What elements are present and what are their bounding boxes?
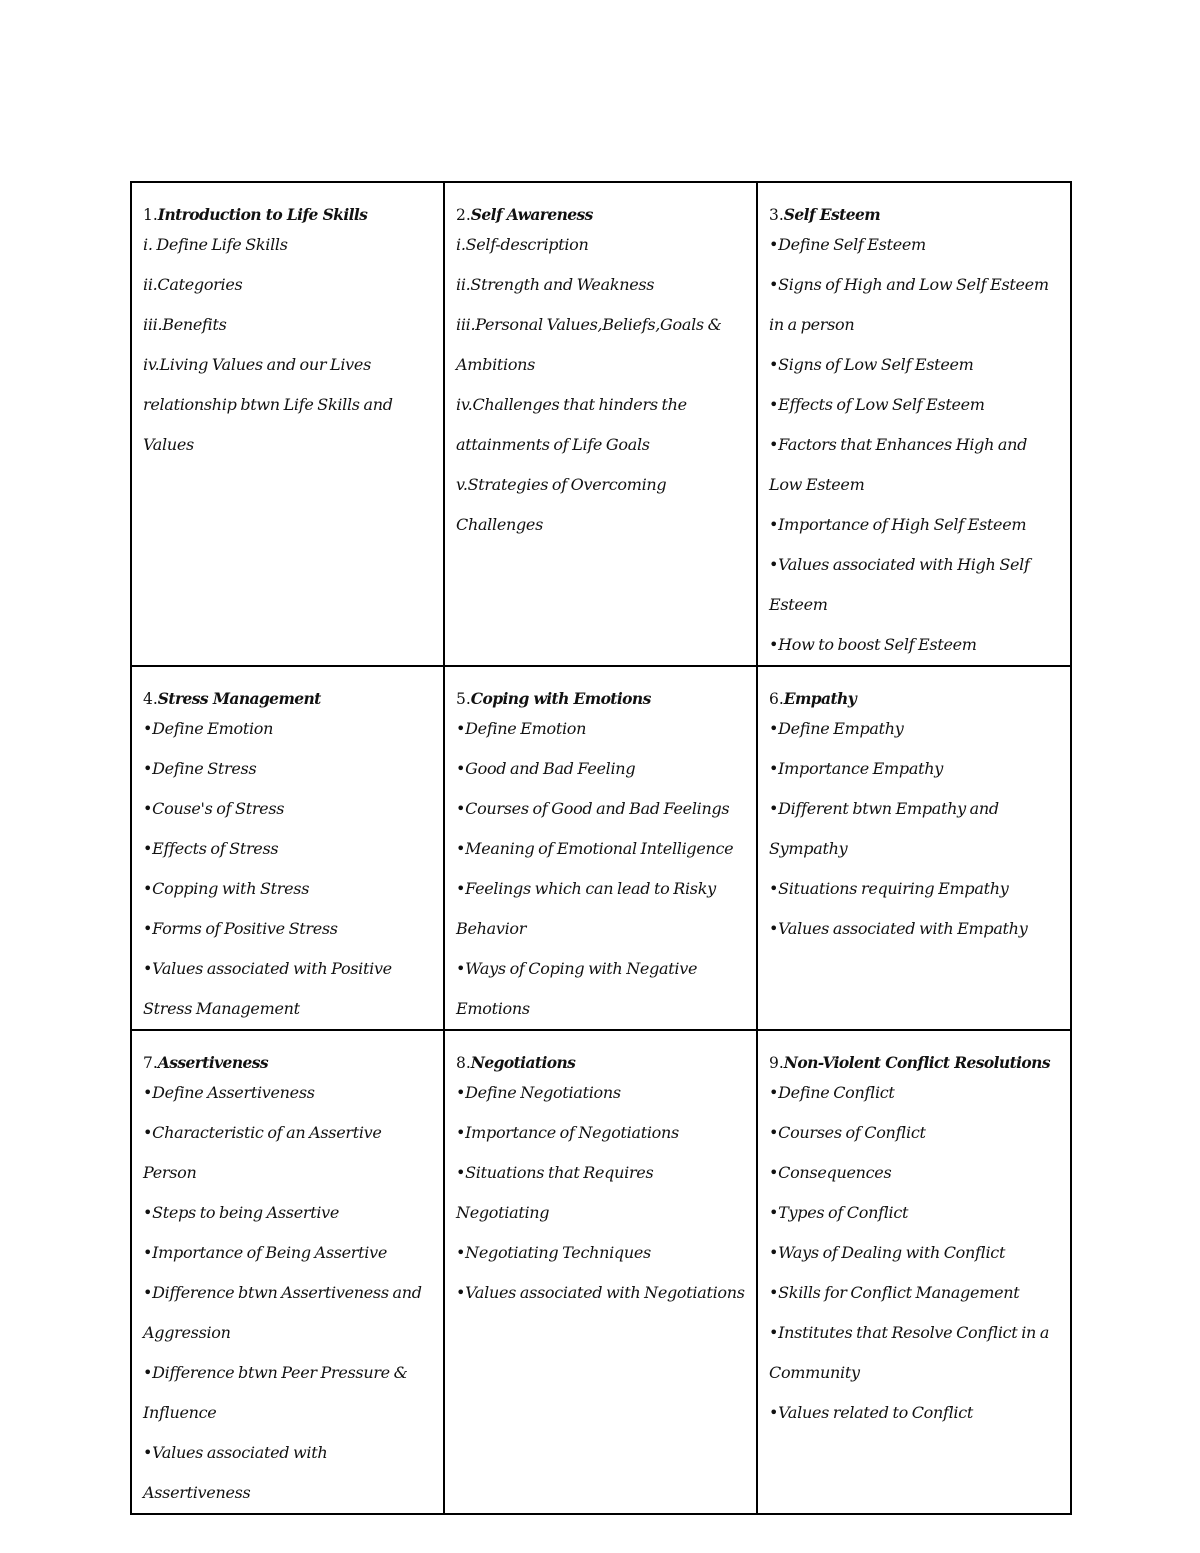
list-item: •Define Conflict (769, 1083, 895, 1102)
list-item: •Negotiating Techniques (456, 1243, 651, 1262)
topic-title: Non-Violent Conflict Resolutions (783, 1053, 1050, 1072)
table-row (131, 1030, 1071, 1514)
topic-number: 2. (456, 206, 471, 224)
topic-heading (143, 195, 435, 225)
topic-heading (769, 1043, 1062, 1073)
topic-cell-introduction (131, 182, 444, 666)
list-item: ii.Strength and Weakness (456, 275, 655, 294)
list-item: •Consequences (769, 1163, 892, 1182)
list-item: •Define Assertiveness (143, 1083, 315, 1102)
list-item: i. Define Life Skills (143, 235, 288, 254)
topic-cell-coping-with-emotions (444, 666, 757, 1030)
list-item: •Forms of Positive Stress (143, 919, 338, 938)
list-item: iii.Benefits (143, 315, 227, 334)
list-item: iv.Challenges that hinders the attainments of Life Goals (456, 395, 687, 454)
subtopic-list (769, 709, 1062, 949)
list-item: •Skills for Conflict Management (769, 1283, 1020, 1302)
topic-heading (143, 679, 435, 709)
list-item: •Steps to being Assertive (143, 1203, 340, 1222)
list-item: •Couse's of Stress (143, 799, 285, 818)
list-item: •How to boost Self Esteem (769, 635, 977, 654)
subtopic-list (143, 709, 435, 1029)
list-item: •Values related to Conflict (769, 1403, 974, 1422)
list-item: •Signs of High and Low Self Esteem in a person (769, 275, 1049, 334)
list-item: •Situations requiring Empathy (769, 879, 1009, 898)
list-item: iii.Personal Values,Beliefs,Goals & Ambitions (456, 315, 722, 374)
subtopic-list (456, 225, 748, 545)
list-item: •Courses of Conflict (769, 1123, 926, 1142)
topic-cell-negotiations (444, 1030, 757, 1514)
list-item: •Difference btwn Peer Pressure & Influence (143, 1363, 408, 1422)
list-item: •Ways of Coping with Negative Emotions (456, 959, 698, 1018)
list-item: ii.Categories (143, 275, 243, 294)
list-item: •Values associated with Negotiations (456, 1283, 745, 1302)
list-item: •Signs of Low Self Esteem (769, 355, 974, 374)
table-row (131, 666, 1071, 1030)
topic-heading (456, 195, 748, 225)
list-item: •Importance Empathy (769, 759, 943, 778)
list-item: •Importance of Negotiations (456, 1123, 679, 1142)
list-item: •Factors that Enhances High and Low Esteem (769, 435, 1028, 494)
topic-title: Self Esteem (783, 205, 881, 224)
table-row (131, 182, 1071, 666)
topic-title: Introduction to Life Skills (157, 205, 368, 224)
topic-title: Coping with Emotions (470, 689, 651, 708)
list-item: •Define Emotion (143, 719, 274, 738)
list-item: •Institutes that Resolve Conflict in a Community (769, 1323, 1050, 1382)
topics-table (130, 181, 1072, 1515)
topic-number: 6. (769, 690, 784, 708)
list-item: •Values associated with Positive Stress Management (143, 959, 392, 1018)
list-item: •Define Self Esteem (769, 235, 926, 254)
subtopic-list (143, 225, 435, 465)
list-item: •Courses of Good and Bad Feelings (456, 799, 730, 818)
list-item: i.Self-description (456, 235, 589, 254)
topic-cell-empathy (757, 666, 1071, 1030)
list-item: v.Strategies of Overcoming Challenges (456, 475, 667, 534)
topic-number: 9. (769, 1054, 784, 1072)
topic-number: 5. (456, 690, 471, 708)
list-item: •Define Emotion (456, 719, 587, 738)
list-item: •Different btwn Empathy and Sympathy (769, 799, 999, 858)
topic-title: Self Awareness (470, 205, 593, 224)
topic-heading (456, 1043, 748, 1073)
topic-number: 8. (456, 1054, 471, 1072)
list-item: •Good and Bad Feeling (456, 759, 636, 778)
topic-cell-self-esteem (757, 182, 1071, 666)
topic-title: Assertiveness (157, 1053, 269, 1072)
list-item: •Define Empathy (769, 719, 904, 738)
list-item: •Define Stress (143, 759, 257, 778)
topic-heading (769, 679, 1062, 709)
topic-number: 4. (143, 690, 158, 708)
subtopic-list (456, 709, 748, 1029)
list-item: •Situations that Requires Negotiating (456, 1163, 654, 1222)
list-item: relationship btwn Life Skills and Values (143, 395, 393, 454)
list-item: •Meaning of Emotional Intelligence (456, 839, 734, 858)
subtopic-list (143, 1073, 435, 1513)
topic-title: Negotiations (470, 1053, 576, 1072)
subtopic-list (456, 1073, 748, 1313)
list-item: •Types of Conflict (769, 1203, 909, 1222)
list-item: •Feelings which can lead to Risky Behavior (456, 879, 716, 938)
subtopic-list (769, 1073, 1062, 1433)
list-item: •Values associated with High Self Esteem (769, 555, 1030, 614)
topic-number: 3. (769, 206, 784, 224)
list-item: •Values associated with Empathy (769, 919, 1028, 938)
topic-cell-assertiveness (131, 1030, 444, 1514)
topic-number: 7. (143, 1054, 158, 1072)
topic-cell-stress-management (131, 666, 444, 1030)
list-item: •Effects of Low Self Esteem (769, 395, 985, 414)
topic-title: Empathy (783, 689, 857, 708)
list-item: iv.Living Values and our Lives (143, 355, 371, 374)
list-item: •Define Negotiations (456, 1083, 621, 1102)
list-item: •Ways of Dealing with Conflict (769, 1243, 1006, 1262)
topic-heading (769, 195, 1062, 225)
topic-title: Stress Management (157, 689, 321, 708)
topic-cell-self-awareness (444, 182, 757, 666)
topic-cell-conflict-resolutions (757, 1030, 1071, 1514)
topic-heading (456, 679, 748, 709)
topic-heading (143, 1043, 435, 1073)
topic-number: 1. (143, 206, 158, 224)
subtopic-list (769, 225, 1062, 665)
list-item: •Effects of Stress (143, 839, 279, 858)
list-item: •Copping with Stress (143, 879, 310, 898)
list-item: •Values associated with Assertiveness (143, 1443, 328, 1502)
list-item: •Difference btwn Assertiveness and Aggression (143, 1283, 422, 1342)
list-item: •Importance of High Self Esteem (769, 515, 1027, 534)
list-item: •Importance of Being Assertive (143, 1243, 388, 1262)
list-item: •Characteristic of an Assertive Person (143, 1123, 382, 1182)
